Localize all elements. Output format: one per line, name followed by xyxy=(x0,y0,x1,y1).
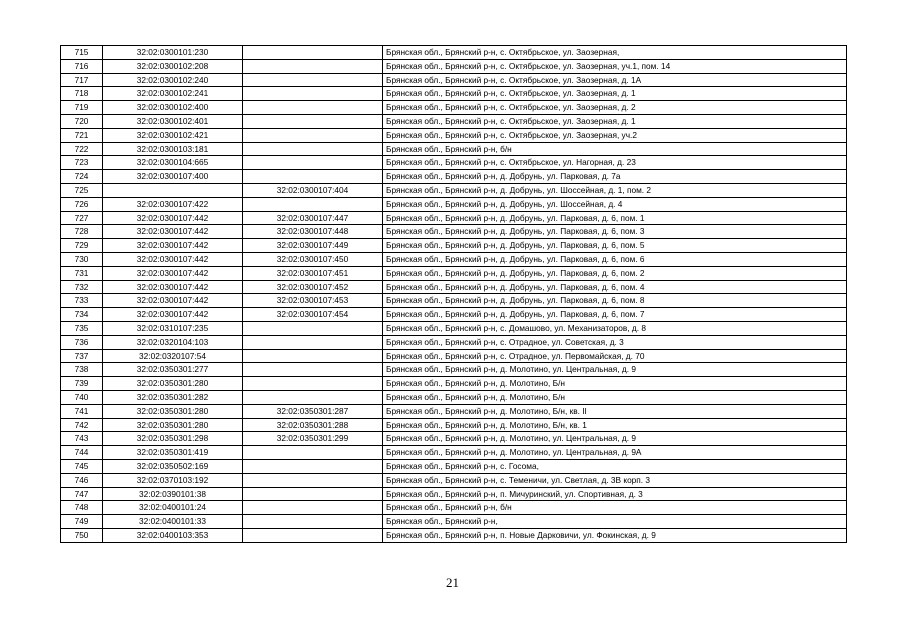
address-cell: Брянская обл., Брянский р-н, д. Добрунь, ул. Парковая, д. 6, пом. 1 xyxy=(383,211,847,225)
cadastral-number-cell: 32:02:0350301:298 xyxy=(103,432,243,446)
cadastral-number-cell xyxy=(103,183,243,197)
table-row xyxy=(61,239,847,253)
cadastral-number-cell: 32:02:0310107:235 xyxy=(103,321,243,335)
table-row xyxy=(61,321,847,335)
table-row xyxy=(61,252,847,266)
premises-cadastral-number-cell xyxy=(243,487,383,501)
table-row xyxy=(61,294,847,308)
address-cell: Брянская обл., Брянский р-н, д. Добрунь, ул. Шоссейная, д. 4 xyxy=(383,197,847,211)
row-number-cell: 738 xyxy=(61,363,103,377)
address-cell: Брянская обл., Брянский р-н, с. Отрадное, ул. Советская, д. 3 xyxy=(383,335,847,349)
premises-cadastral-number-cell xyxy=(243,528,383,542)
table-row xyxy=(61,308,847,322)
premises-cadastral-number-cell xyxy=(243,73,383,87)
premises-cadastral-number-cell xyxy=(243,170,383,184)
table-row xyxy=(61,87,847,101)
table-row xyxy=(61,266,847,280)
table-row xyxy=(61,515,847,529)
cadastral-number-cell: 32:02:0400103:353 xyxy=(103,528,243,542)
premises-cadastral-number-cell: 32:02:0300107:454 xyxy=(243,308,383,322)
premises-cadastral-number-cell: 32:02:0300107:447 xyxy=(243,211,383,225)
table-row xyxy=(61,46,847,60)
cadastral-number-cell: 32:02:0350301:282 xyxy=(103,390,243,404)
row-number-cell: 740 xyxy=(61,390,103,404)
row-number-cell: 721 xyxy=(61,128,103,142)
address-cell: Брянская обл., Брянский р-н, с. Октябрьское, ул. Заозерная, д. 1А xyxy=(383,73,847,87)
address-cell: Брянская обл., Брянский р-н, с. Домашово, ул. Механизаторов, д. 8 xyxy=(383,321,847,335)
table-row xyxy=(61,404,847,418)
row-number-cell: 728 xyxy=(61,225,103,239)
row-number-cell: 745 xyxy=(61,459,103,473)
row-number-cell: 724 xyxy=(61,170,103,184)
table-body xyxy=(61,46,847,543)
table-row xyxy=(61,211,847,225)
premises-cadastral-number-cell: 32:02:0300107:452 xyxy=(243,280,383,294)
cadastral-number-cell: 32:02:0300104:665 xyxy=(103,156,243,170)
premises-cadastral-number-cell: 32:02:0350301:287 xyxy=(243,404,383,418)
premises-cadastral-number-cell xyxy=(243,515,383,529)
premises-cadastral-number-cell xyxy=(243,335,383,349)
cadastral-number-cell: 32:02:0300107:442 xyxy=(103,252,243,266)
table-row xyxy=(61,73,847,87)
address-cell: Брянская обл., Брянский р-н, с. Госома, xyxy=(383,459,847,473)
cadastral-number-cell: 32:02:0300107:442 xyxy=(103,266,243,280)
row-number-cell: 743 xyxy=(61,432,103,446)
table-row xyxy=(61,114,847,128)
table-row xyxy=(61,156,847,170)
row-number-cell: 746 xyxy=(61,473,103,487)
address-cell: Брянская обл., Брянский р-н, д. Молотино, Б/н, кв. II xyxy=(383,404,847,418)
premises-cadastral-number-cell: 32:02:0300107:449 xyxy=(243,239,383,253)
cadastral-number-cell: 32:02:0300101:230 xyxy=(103,46,243,60)
table-row xyxy=(61,142,847,156)
row-number-cell: 727 xyxy=(61,211,103,225)
address-cell: Брянская обл., Брянский р-н, д. Добрунь, ул. Парковая, д. 7а xyxy=(383,170,847,184)
address-cell: Брянская обл., Брянский р-н, п. Новые Дарковичи, ул. Фокинская, д. 9 xyxy=(383,528,847,542)
address-cell: Брянская обл., Брянский р-н, с. Октябрьское, ул. Заозерная, уч.1, пом. 14 xyxy=(383,59,847,73)
row-number-cell: 720 xyxy=(61,114,103,128)
table-row xyxy=(61,335,847,349)
address-cell: Брянская обл., Брянский р-н, б/н xyxy=(383,142,847,156)
cadastral-number-cell: 32:02:0350301:280 xyxy=(103,404,243,418)
premises-cadastral-number-cell xyxy=(243,473,383,487)
cadastral-number-cell: 32:02:0300102:208 xyxy=(103,59,243,73)
row-number-cell: 726 xyxy=(61,197,103,211)
row-number-cell: 750 xyxy=(61,528,103,542)
address-cell: Брянская обл., Брянский р-н, с. Октябрьское, ул. Заозерная, уч.2 xyxy=(383,128,847,142)
row-number-cell: 736 xyxy=(61,335,103,349)
row-number-cell: 747 xyxy=(61,487,103,501)
table-row xyxy=(61,128,847,142)
address-cell: Брянская обл., Брянский р-н, п. Мичуринский, ул. Спортивная, д. 3 xyxy=(383,487,847,501)
cadastral-number-cell: 32:02:0300107:442 xyxy=(103,294,243,308)
cadastral-number-cell: 32:02:0400101:24 xyxy=(103,501,243,515)
table-row xyxy=(61,432,847,446)
address-cell: Брянская обл., Брянский р-н, д. Молотино, ул. Центральная, д. 9 xyxy=(383,432,847,446)
address-cell: Брянская обл., Брянский р-н, с. Октябрьское, ул. Заозерная, xyxy=(383,46,847,60)
row-number-cell: 737 xyxy=(61,349,103,363)
table-row xyxy=(61,390,847,404)
premises-cadastral-number-cell xyxy=(243,101,383,115)
table-row xyxy=(61,280,847,294)
premises-cadastral-number-cell: 32:02:0350301:288 xyxy=(243,418,383,432)
row-number-cell: 730 xyxy=(61,252,103,266)
premises-cadastral-number-cell: 32:02:0300107:450 xyxy=(243,252,383,266)
row-number-cell: 729 xyxy=(61,239,103,253)
premises-cadastral-number-cell xyxy=(243,363,383,377)
premises-cadastral-number-cell xyxy=(243,59,383,73)
address-cell: Брянская обл., Брянский р-н, с. Отрадное, ул. Первомайская, д. 70 xyxy=(383,349,847,363)
cadastral-number-cell: 32:02:0300107:442 xyxy=(103,280,243,294)
cadastral-number-cell: 32:02:0350301:277 xyxy=(103,363,243,377)
table-row xyxy=(61,446,847,460)
cadastral-number-cell: 32:02:0320107:54 xyxy=(103,349,243,363)
premises-cadastral-number-cell: 32:02:0300107:451 xyxy=(243,266,383,280)
cadastral-number-cell: 32:02:0320104:103 xyxy=(103,335,243,349)
cadastral-number-cell: 32:02:0300107:442 xyxy=(103,308,243,322)
table-row xyxy=(61,197,847,211)
premises-cadastral-number-cell xyxy=(243,142,383,156)
address-cell: Брянская обл., Брянский р-н, д. Молотино, ул. Центральная, д. 9 xyxy=(383,363,847,377)
premises-cadastral-number-cell xyxy=(243,114,383,128)
cadastral-number-cell: 32:02:0300103:181 xyxy=(103,142,243,156)
cadastral-number-cell: 32:02:0300102:400 xyxy=(103,101,243,115)
cadastral-number-cell: 32:02:0350301:280 xyxy=(103,418,243,432)
address-cell: Брянская обл., Брянский р-н, д. Добрунь, ул. Парковая, д. 6, пом. 8 xyxy=(383,294,847,308)
premises-cadastral-number-cell xyxy=(243,349,383,363)
cadastral-number-cell: 32:02:0300102:421 xyxy=(103,128,243,142)
address-cell: Брянская обл., Брянский р-н, д. Молотино, Б/н xyxy=(383,390,847,404)
address-cell: Брянская обл., Брянский р-н, с. Октябрьское, ул. Заозерная, д. 1 xyxy=(383,87,847,101)
table-row xyxy=(61,170,847,184)
cadastral-number-cell: 32:02:0300107:442 xyxy=(103,211,243,225)
cadastral-number-cell: 32:02:0300107:400 xyxy=(103,170,243,184)
premises-cadastral-number-cell xyxy=(243,459,383,473)
row-number-cell: 733 xyxy=(61,294,103,308)
row-number-cell: 744 xyxy=(61,446,103,460)
address-cell: Брянская обл., Брянский р-н, д. Добрунь, ул. Парковая, д. 6, пом. 6 xyxy=(383,252,847,266)
address-cell: Брянская обл., Брянский р-н, д. Добрунь, ул. Шоссейная, д. 1, пом. 2 xyxy=(383,183,847,197)
row-number-cell: 717 xyxy=(61,73,103,87)
property-registry-table xyxy=(60,45,847,543)
row-number-cell: 734 xyxy=(61,308,103,322)
cadastral-number-cell: 32:02:0390101:38 xyxy=(103,487,243,501)
address-cell: Брянская обл., Брянский р-н, д. Добрунь, ул. Парковая, д. 6, пом. 4 xyxy=(383,280,847,294)
address-cell: Брянская обл., Брянский р-н, д. Добрунь, ул. Парковая, д. 6, пом. 7 xyxy=(383,308,847,322)
premises-cadastral-number-cell: 32:02:0350301:299 xyxy=(243,432,383,446)
cadastral-number-cell: 32:02:0300107:442 xyxy=(103,239,243,253)
cadastral-number-cell: 32:02:0300102:240 xyxy=(103,73,243,87)
table-row xyxy=(61,459,847,473)
address-cell: Брянская обл., Брянский р-н, xyxy=(383,515,847,529)
address-cell: Брянская обл., Брянский р-н, д. Добрунь, ул. Парковая, д. 6, пом. 3 xyxy=(383,225,847,239)
row-number-cell: 732 xyxy=(61,280,103,294)
row-number-cell: 718 xyxy=(61,87,103,101)
row-number-cell: 725 xyxy=(61,183,103,197)
address-cell: Брянская обл., Брянский р-н, с. Октябрьское, ул. Заозерная, д. 2 xyxy=(383,101,847,115)
row-number-cell: 742 xyxy=(61,418,103,432)
address-cell: Брянская обл., Брянский р-н, с. Октябрьское, ул. Нагорная, д. 23 xyxy=(383,156,847,170)
row-number-cell: 731 xyxy=(61,266,103,280)
table-row xyxy=(61,349,847,363)
address-cell: Брянская обл., Брянский р-н, б/н xyxy=(383,501,847,515)
address-cell: Брянская обл., Брянский р-н, д. Добрунь, ул. Парковая, д. 6, пом. 2 xyxy=(383,266,847,280)
row-number-cell: 716 xyxy=(61,59,103,73)
address-cell: Брянская обл., Брянский р-н, с. Теменичи, ул. Светлая, д. 3В корп. 3 xyxy=(383,473,847,487)
address-cell: Брянская обл., Брянский р-н, д. Молотино, ул. Центральная, д. 9А xyxy=(383,446,847,460)
table-row xyxy=(61,487,847,501)
table-row xyxy=(61,528,847,542)
premises-cadastral-number-cell xyxy=(243,197,383,211)
cadastral-number-cell: 32:02:0370103:192 xyxy=(103,473,243,487)
premises-cadastral-number-cell xyxy=(243,156,383,170)
premises-cadastral-number-cell xyxy=(243,501,383,515)
row-number-cell: 749 xyxy=(61,515,103,529)
table-row xyxy=(61,101,847,115)
address-cell: Брянская обл., Брянский р-н, д. Молотино, Б/н, кв. 1 xyxy=(383,418,847,432)
cadastral-number-cell: 32:02:0300102:241 xyxy=(103,87,243,101)
cadastral-number-cell: 32:02:0400101:33 xyxy=(103,515,243,529)
premises-cadastral-number-cell: 32:02:0300107:404 xyxy=(243,183,383,197)
row-number-cell: 715 xyxy=(61,46,103,60)
cadastral-number-cell: 32:02:0350301:280 xyxy=(103,377,243,391)
page-number: 21 xyxy=(446,575,459,590)
cadastral-number-cell: 32:02:0300107:422 xyxy=(103,197,243,211)
row-number-cell: 719 xyxy=(61,101,103,115)
premises-cadastral-number-cell xyxy=(243,321,383,335)
row-number-cell: 741 xyxy=(61,404,103,418)
premises-cadastral-number-cell xyxy=(243,377,383,391)
premises-cadastral-number-cell xyxy=(243,46,383,60)
table-row xyxy=(61,225,847,239)
premises-cadastral-number-cell xyxy=(243,128,383,142)
row-number-cell: 739 xyxy=(61,377,103,391)
premises-cadastral-number-cell xyxy=(243,87,383,101)
cadastral-number-cell: 32:02:0300102:401 xyxy=(103,114,243,128)
premises-cadastral-number-cell: 32:02:0300107:453 xyxy=(243,294,383,308)
address-cell: Брянская обл., Брянский р-н, д. Молотино, Б/н xyxy=(383,377,847,391)
row-number-cell: 735 xyxy=(61,321,103,335)
address-cell: Брянская обл., Брянский р-н, с. Октябрьское, ул. Заозерная, д. 1 xyxy=(383,114,847,128)
cadastral-number-cell: 32:02:0350301:419 xyxy=(103,446,243,460)
address-cell: Брянская обл., Брянский р-н, д. Добрунь, ул. Парковая, д. 6, пом. 5 xyxy=(383,239,847,253)
table-row xyxy=(61,183,847,197)
cadastral-number-cell: 32:02:0300107:442 xyxy=(103,225,243,239)
table-row xyxy=(61,418,847,432)
table-row xyxy=(61,363,847,377)
table-row xyxy=(61,501,847,515)
table-row xyxy=(61,473,847,487)
row-number-cell: 723 xyxy=(61,156,103,170)
row-number-cell: 722 xyxy=(61,142,103,156)
premises-cadastral-number-cell: 32:02:0300107:448 xyxy=(243,225,383,239)
row-number-cell: 748 xyxy=(61,501,103,515)
premises-cadastral-number-cell xyxy=(243,446,383,460)
premises-cadastral-number-cell xyxy=(243,390,383,404)
table-row xyxy=(61,377,847,391)
cadastral-number-cell: 32:02:0350502:169 xyxy=(103,459,243,473)
table-row xyxy=(61,59,847,73)
